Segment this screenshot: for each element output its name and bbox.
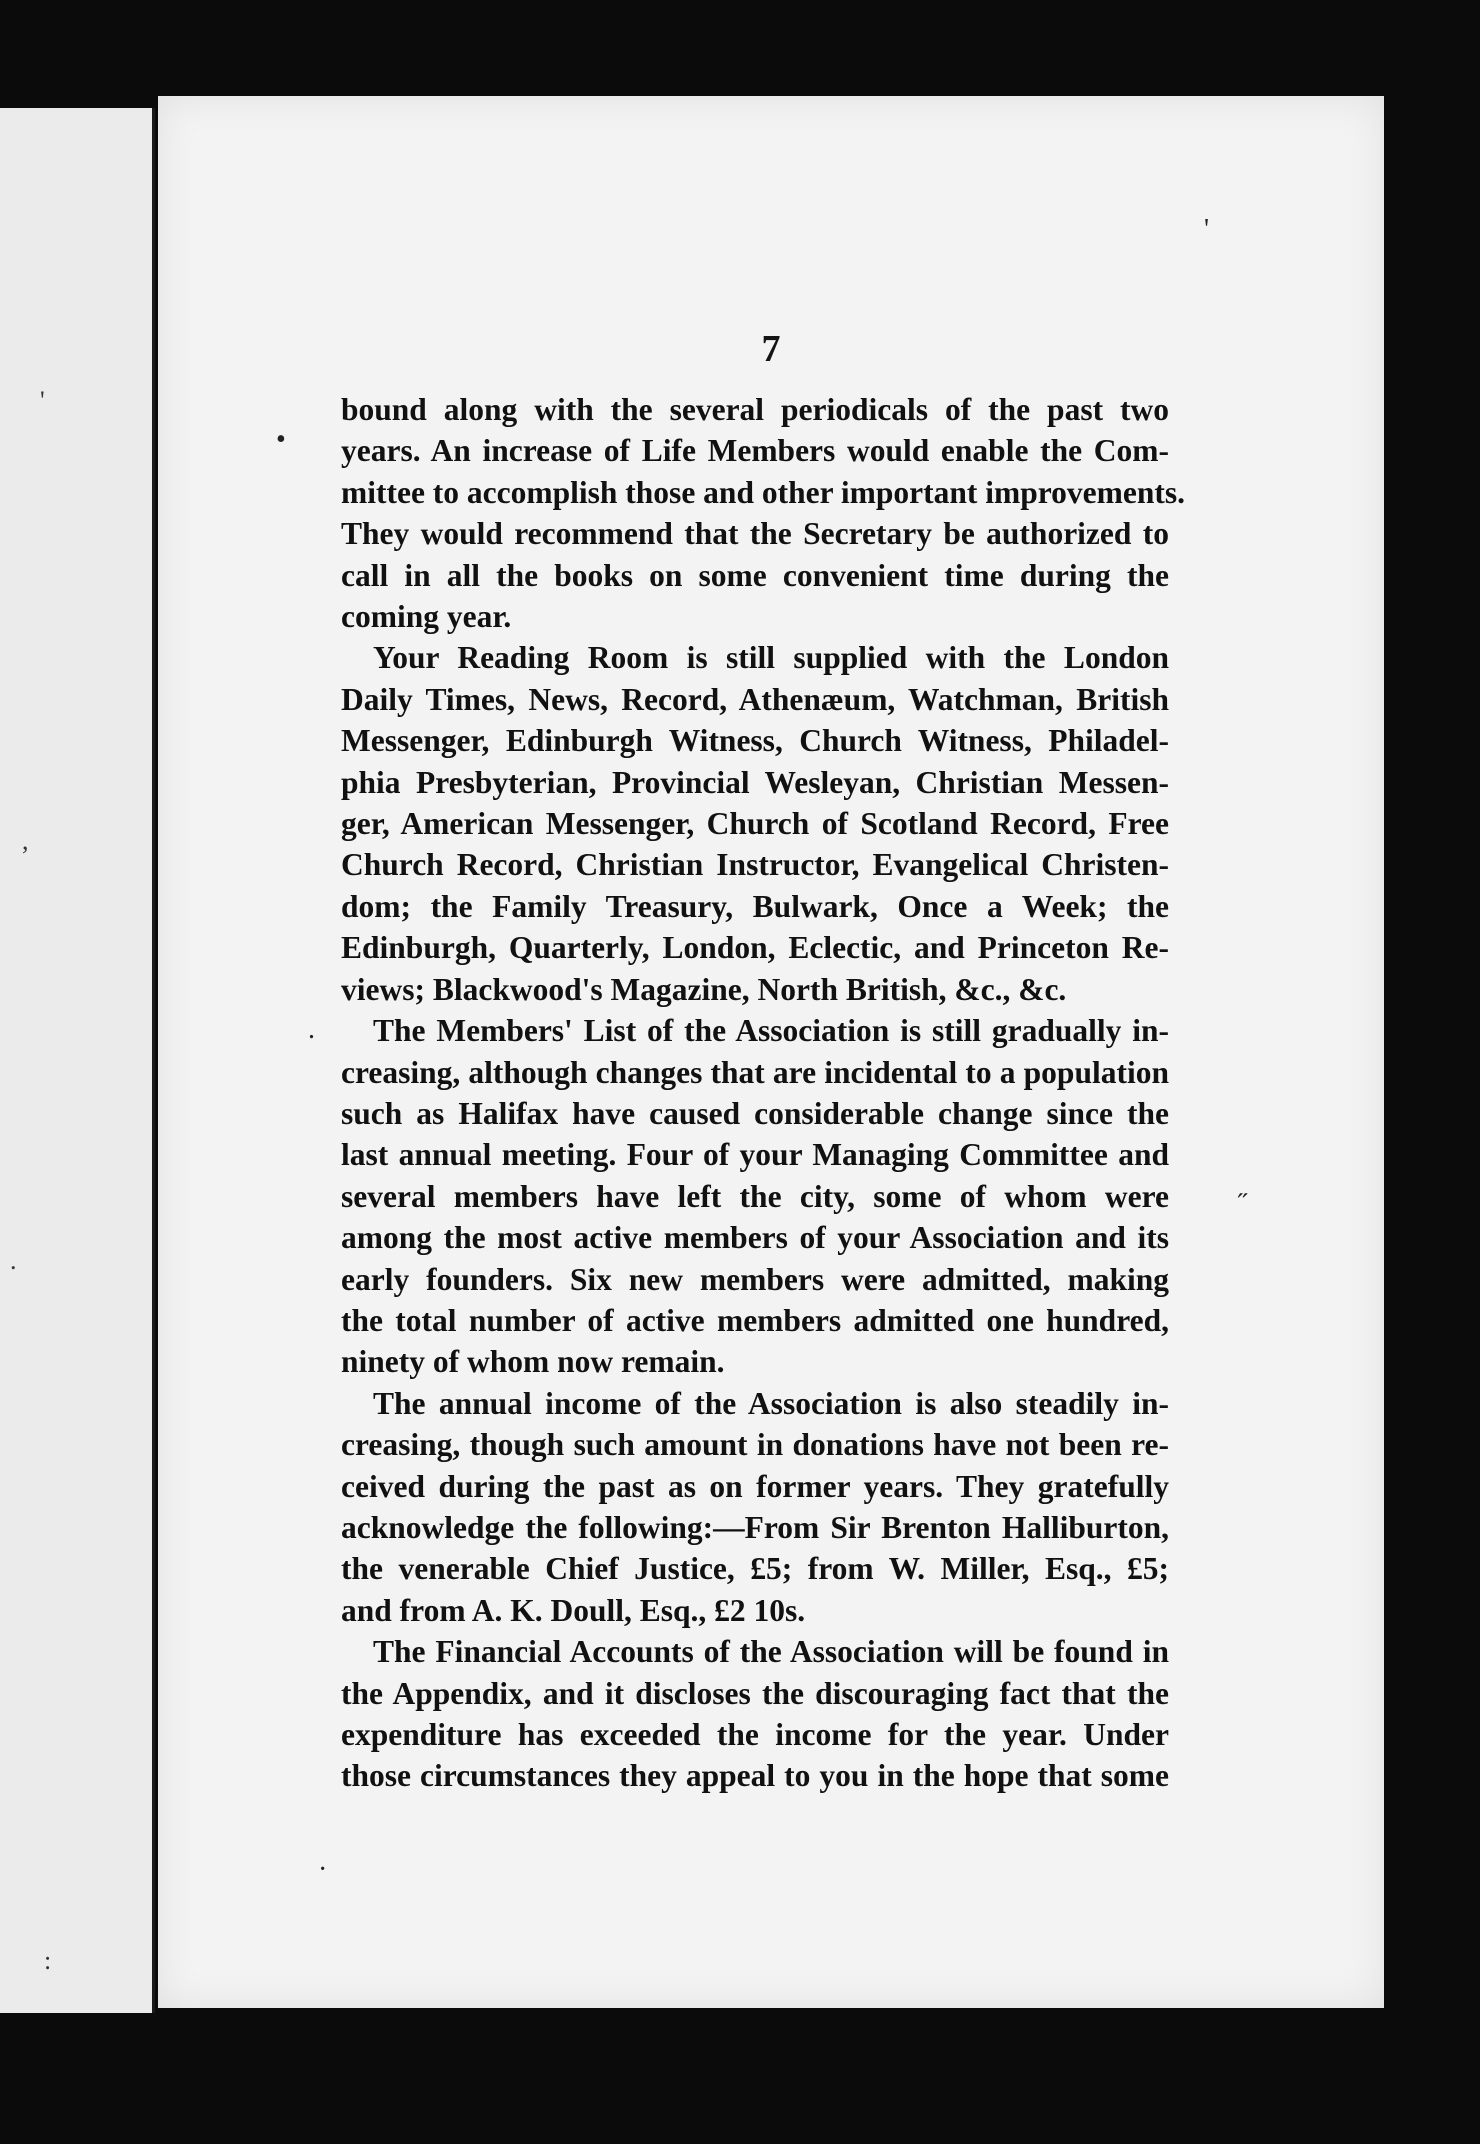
paragraph [341, 1631, 1169, 1797]
text-line: ceived during the past as on former years. They gratefully [341, 1468, 1169, 1504]
text-line: The Financial Accounts of the Association will be found in [373, 1634, 1169, 1670]
paragraph [341, 1010, 1169, 1383]
text-line: Church Record, Christian Instructor, Evangelical Christen- [341, 847, 1169, 883]
ink-mark: , [22, 826, 29, 855]
text-line: Edinburgh, Quarterly, London, Eclectic, and Princeton Re- [341, 930, 1169, 966]
text-line: among the most active members of your Association and its [341, 1220, 1169, 1256]
text-line: the total number of active members admitted one hundred, [341, 1302, 1169, 1338]
ink-mark: ' [40, 386, 45, 415]
page-number: 7 [761, 328, 781, 370]
text-line: bound along with the several periodicals of the past two [341, 392, 1169, 427]
paragraph [341, 1383, 1169, 1631]
text-line: call in all the books on some convenient time during the [341, 557, 1169, 593]
text-line: early founders. Six new members were admitted, making [341, 1261, 1169, 1297]
ink-mark: : [44, 1946, 52, 1975]
text-line: ger, American Messenger, Church of Scotland Record, Free [341, 806, 1169, 842]
text-line: Messenger, Edinburgh Witness, Church Witness, Philadel- [341, 723, 1169, 759]
ink-mark: ˝ [1238, 1189, 1248, 1220]
ink-mark: • [276, 424, 286, 455]
text-line: dom; the Family Treasury, Bulwark, Once a Week; the [341, 888, 1169, 924]
ink-mark: · [318, 1854, 328, 1885]
text-line: The Members' List of the Association is still gradually in- [373, 1013, 1169, 1049]
text-line: views; Blackwood's Magazine, North British, &c., &c. [341, 971, 1067, 1007]
text-line: several members have left the city, some of whom were [341, 1178, 1169, 1214]
text-line: acknowledge the following:—From Sir Brenton Halliburton, [341, 1509, 1169, 1545]
ink-mark: . [308, 1014, 315, 1045]
text-line: Daily Times, News, Record, Athenæum, Watchman, British [341, 681, 1169, 717]
text-line: last annual meeting. Four of your Managing Committee and [341, 1137, 1169, 1173]
text-line: such as Halifax have caused considerable change since the [341, 1095, 1169, 1131]
ink-mark: ' [1204, 214, 1210, 245]
left-facing-page [0, 108, 155, 2013]
text-line: and from A. K. Doull, Esq., £2 10s. [341, 1592, 806, 1628]
text-line: mittee to accomplish those and other important improvements. [341, 474, 1185, 510]
book-page [158, 96, 1384, 2008]
text-line: years. An increase of Life Members would enable the Com- [341, 433, 1169, 469]
paragraph [341, 389, 1185, 637]
text-line: creasing, though such amount in donations have not been re- [341, 1427, 1169, 1463]
text-line: creasing, although changes that are incidental to a population [341, 1054, 1169, 1090]
ink-mark: . [10, 1246, 17, 1275]
text-line: Your Reading Room is still supplied with the London [373, 640, 1169, 676]
text-line: The annual income of the Association is also steadily in- [373, 1385, 1169, 1421]
body-text [341, 389, 1185, 1797]
text-line: phia Presbyterian, Provincial Wesleyan, Christian Messen- [341, 764, 1169, 800]
text-line: They would recommend that the Secretary be authorized to [341, 516, 1169, 552]
text-line: expenditure has exceeded the income for the year. Under [341, 1717, 1169, 1752]
text-line: the venerable Chief Justice, £5; from W. Miller, Esq., £5; [341, 1551, 1169, 1587]
text-line: ninety of whom now remain. [341, 1344, 725, 1380]
text-line: those circumstances they appeal to you in the hope that some [341, 1758, 1169, 1794]
text-line: coming year. [341, 599, 512, 635]
paragraph [341, 637, 1169, 1010]
text-line: the Appendix, and it discloses the discouraging fact that the [341, 1675, 1169, 1711]
